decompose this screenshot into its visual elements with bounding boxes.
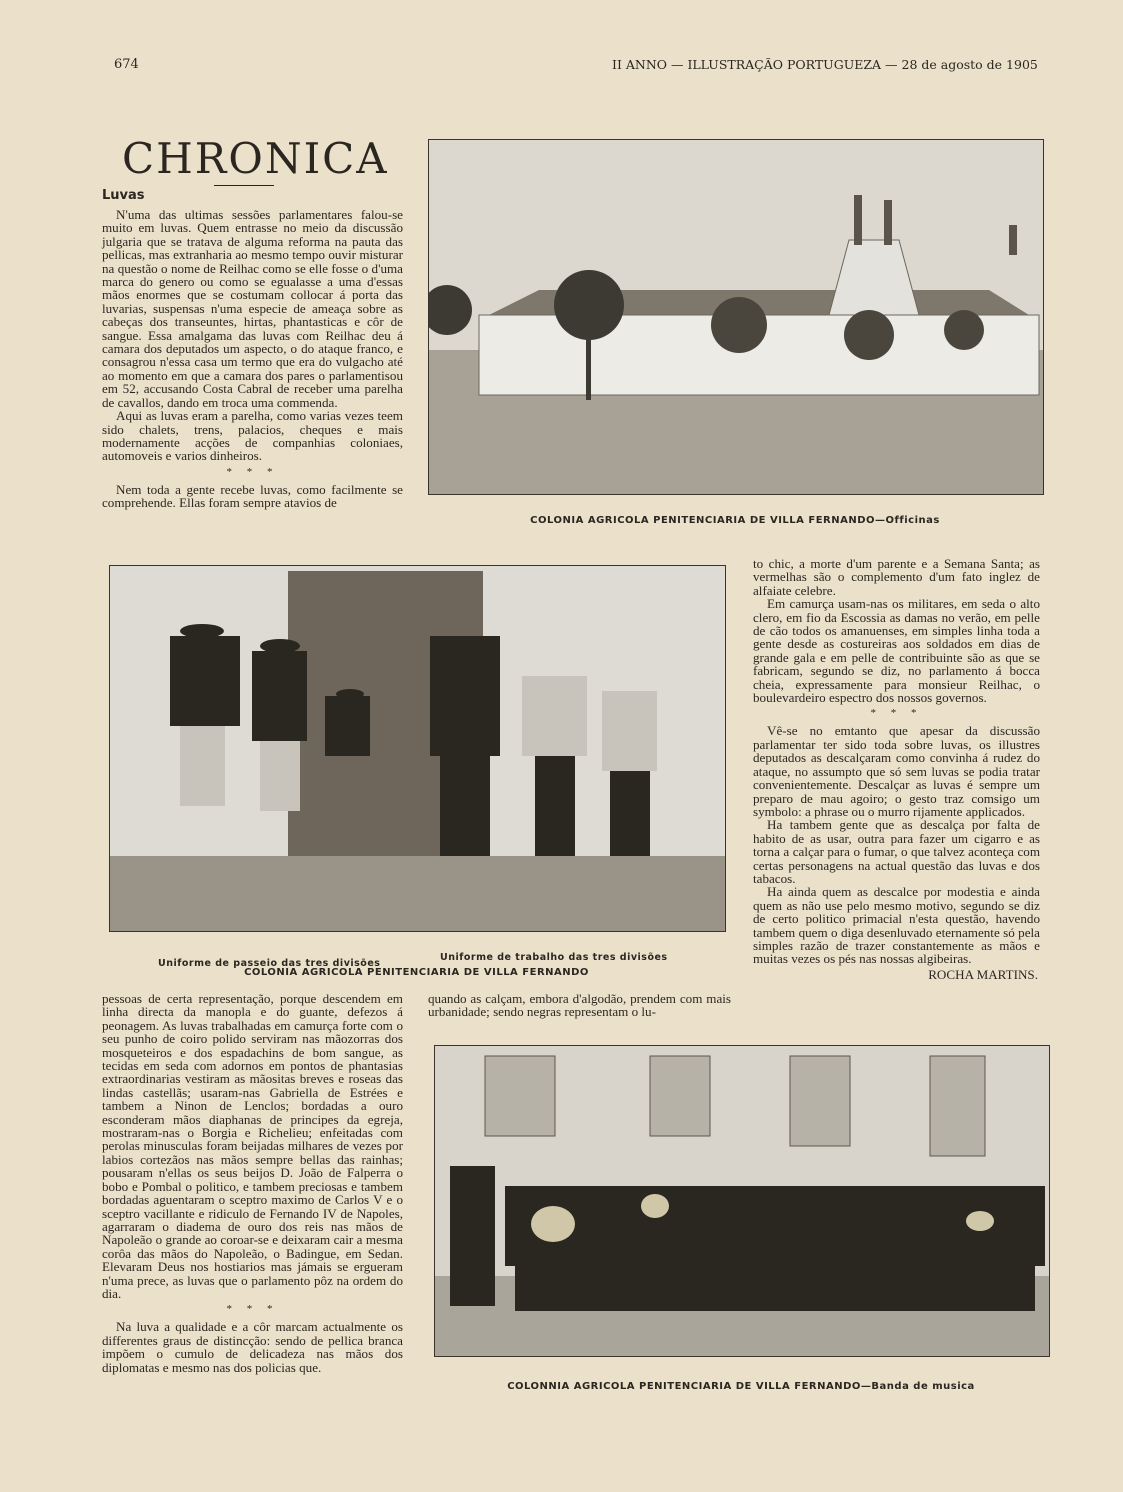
uniforms-illustration (110, 566, 725, 931)
paragraph: Aqui as luvas eram a parelha, como varias vezes teem sido chalets, trens, palacios, cheques e mais modernamente acções de companhias coloniaes, automoveis e varios dinheiros. (102, 408, 403, 464)
text-column-right (753, 557, 1040, 981)
text-column-middle (428, 992, 731, 1019)
article-subtitle: Luvas (102, 188, 145, 203)
paragraph: Ha tambem gente que as descalça por falta de habito de as usar, outra para fazer um cigarro e as torna a calçar para o fumar, o que talvez aconteça com certas personagens na actual questão das luvas e dos tabacos. (753, 817, 1040, 886)
band-illustration (435, 1046, 1049, 1356)
section-break: * * * (870, 707, 923, 720)
paragraph: quando as calçam, embora d'algodão, prendem com mais urbanidade; sendo negras representam o lu- (428, 991, 731, 1020)
caption-colonia-uniformes: COLONIA AGRICOLA PENITENCIARIA DE VILLA FERNANDO (244, 967, 589, 978)
caption-uniforme-trabalho: Uniforme de trabalho das tres divisões (440, 952, 668, 963)
photo-uniformes (109, 565, 726, 932)
section-break: * * * (226, 1303, 279, 1316)
paragraph: Vê-se no emtanto que apesar da discussão parlamentar ter sido toda sobre luvas, os illustres deputados as descalçaram como convinha á rudez do ataque, no assumpto que só sem luvas se podia tratar convenientemente. Descalçar as luvas é sempre um preparo de mau agoiro; o gesto traz comsigo um symbolo: a phrase ou o murro rijamente applicados. (753, 723, 1040, 819)
building-illustration (429, 140, 1043, 494)
signature: ROCHA MARTINS. (928, 966, 1038, 982)
paragraph: N'uma das ultimas sessões parlamentares falou-se muito em luvas. Quem entrasse no meio da discussão julgaria que se tratava de alguma reforma na pauta das pellicas, mas extranharia ao mesmo tempo ouvir misturar na questão o nome de Reilhac como se elle fosse o d'uma marca do genero ou como se egualasse a uma d'essas mãos enormes que se costumam collocar á porta das luvarias, suspensas n'uma especie de ameaça sobre as cabeças dos transeuntes, hirtas, phantasticas e côr de sangue. Essa amalgama das luvas com Reilhac deu á camara dos deputados um aspecto, o do ataque franco, e consagrou n'essa casa um termo que era do vulgacho até ao momento em que a camara dos pares o parlamentisou em 52, accusando Costa Cabral de receber uma parelha de cavallos, dando em troca uma commenda. (102, 207, 403, 410)
text-column-left-lower (102, 992, 403, 1374)
page-title: CHRONICA (122, 134, 389, 183)
text-column-left-upper (102, 208, 403, 510)
title-rule (214, 185, 274, 186)
running-head: II ANNO — ILLUSTRAÇÃO PORTUGUEZA — 28 de agosto de 1905 (612, 57, 1038, 72)
paragraph: Nem toda a gente recebe luvas, como facilmente se comprehende. Ellas foram sempre atavios de (102, 481, 403, 511)
caption-uniforme-passeio: Uniforme de passeio das tres divisões (158, 958, 381, 969)
caption-officinas: COLONIA AGRICOLA PENITENCIARIA DE VILLA FERNANDO—Officinas (530, 515, 940, 526)
paragraph: Na luva a qualidade e a côr marcam actualmente os differentes graus de distincção: sendo de pellica branca impõem o cumulo de delicadeza nas mãos dos diplomatas e mesmo nas dos policias que. (102, 1319, 403, 1375)
paragraph: Em camurça usam-nas os militares, em seda o alto clero, em fio da Escossia as damas no verão, em pelle de cão todos os amanuenses, em simples linha toda a gente desde as costureiras aos soldados em dias de grande gala e em pelle de contribuinte são as que se fabricam, segundo se diz, no parlamento á bocca cheia, expressamente para monsieur Reilhac, o boulevardeiro espectro dos nossos governos. (753, 596, 1040, 706)
paragraph: to chic, a morte d'um parente e a Semana Santa; as vermelhas são o complemento d'um fato inglez de alfaiate celebre. (753, 556, 1040, 598)
photo-officinas (428, 139, 1044, 495)
paragraph: pessoas de certa representação, porque descendem em linha directa da manopla e do guante, defezos á peonagem. As luvas trabalhadas em camurça forte com o seu punho de coiro polido serviram nas mãozorras dos mosqueteiros e dos espadachins de bom sangue, as tecidas em seda com adornos em pontos de phantasias extraordinarias vestiram as mãositas breves e roseas das lindas castellãs; usaram-nas Gabriella de Estrées e tambem a Ninon de Lenclos; bordadas a ouro esconderam mãos diaphanas de principes da egreja, mostraram-nas o Borgia e Richelieu; enfeitadas com perolas minusculas foram beijadas milhares de vezes por labios cortezãos nas mãos sempre bellas das rainhas; pousaram n'ellas os seus beijos D. João de Falperra o bobo e Pombal o politico, e tambem preciosas e tambem bordadas aguentaram o sceptro maximo de Carlos V e o sceptro vacillante e ridiculo de Fernando IV de Napoles, agarraram o diadema de ouro dos reis nas mãos de Napoleão o grande ao coroar-se e deixaram cair a mesma corôa das mãos do Napoleão, o Badingue, em Sedan. Elevaram Deus nos hostiarios mas jámais se ergueram n'uma prece, as luvas que o parlamento pôz na ordem do dia. (102, 991, 403, 1301)
photo-banda-musica (434, 1045, 1050, 1357)
section-break: * * * (226, 465, 279, 478)
page-number: 674 (114, 57, 139, 72)
paragraph: Ha ainda quem as descalce por modestia e ainda quem as não use pelo mesmo motivo, segundo se diz de certo politico primacial n'esta questão, havendo tambem quem o diga desenluvado eternamente só pela simples razão de trazer constantemente as mãos e muitas vezes os pés nas nossas algibeiras. (753, 884, 1040, 967)
caption-banda-musica: COLONNIA AGRICOLA PENITENCIARIA DE VILLA FERNANDO—Banda de musica (507, 1381, 975, 1392)
